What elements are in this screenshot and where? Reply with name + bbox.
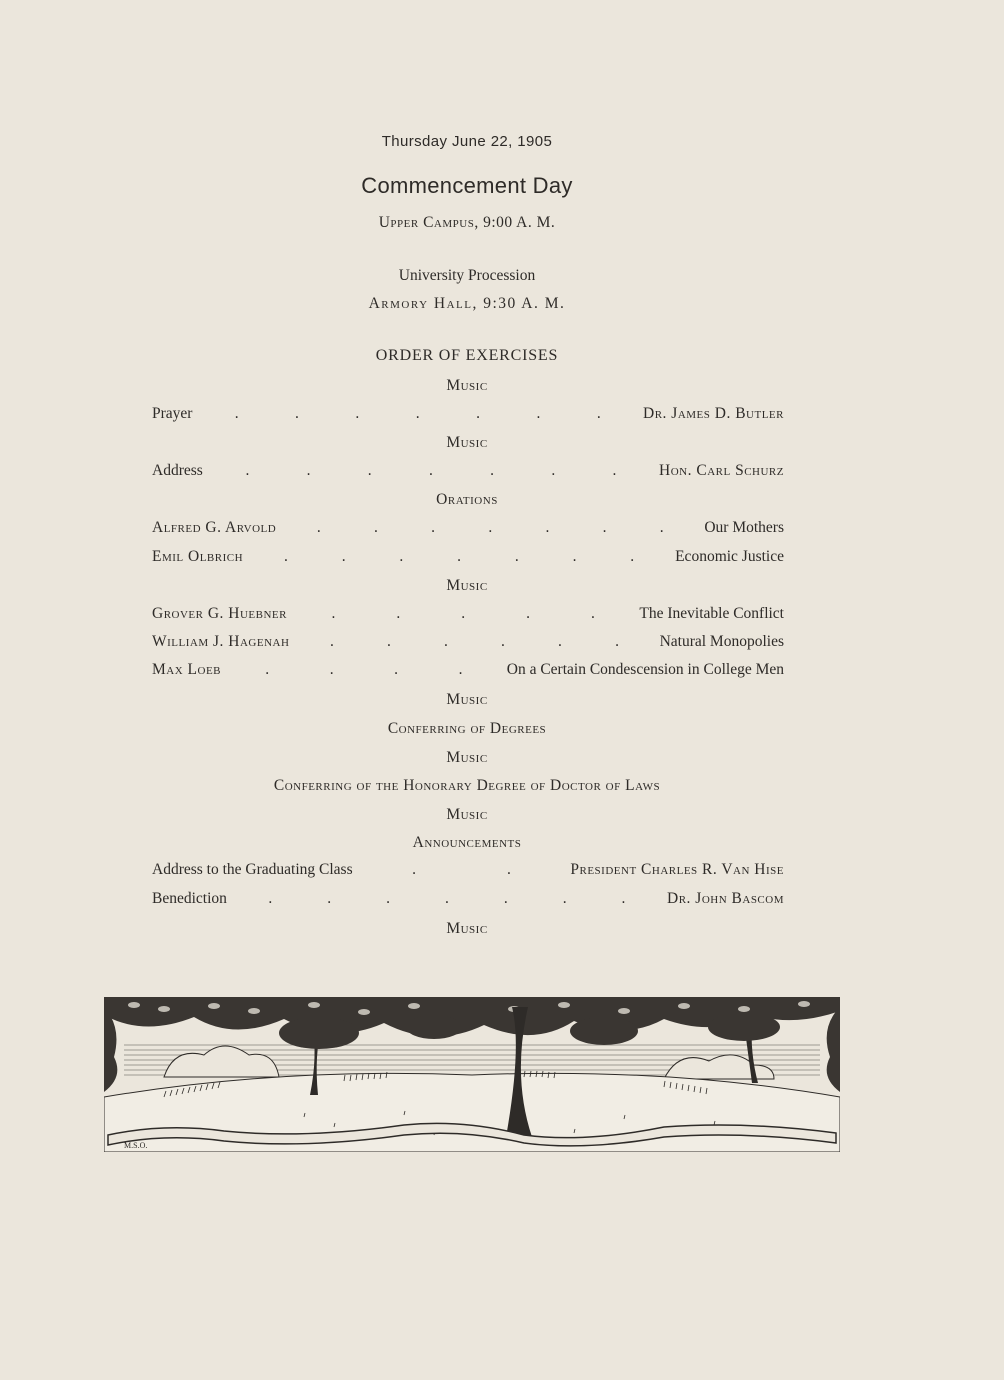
leader-dots: . . . . . . xyxy=(329,633,619,650)
oration-title: On a Certain Condescension in College Men xyxy=(506,661,784,678)
oration-speaker: Alfred G. Arvold xyxy=(152,519,277,536)
program-row-label: Address to the Graduating Class xyxy=(152,861,353,878)
oration-speaker: Max Loeb xyxy=(152,661,222,678)
leader-dots: . . . . . . . xyxy=(245,462,617,479)
program-row-benediction xyxy=(152,890,784,912)
oration-title: Our Mothers xyxy=(704,519,784,536)
monogram-text: M.S.O. xyxy=(124,1141,148,1150)
leader-dots: . . . . . . . xyxy=(268,890,626,907)
program-row-label: Prayer xyxy=(152,405,193,422)
orations-heading: Orations xyxy=(436,491,498,508)
program-row-person: Dr. James D. Butler xyxy=(643,405,784,422)
music-item: Music xyxy=(446,377,488,394)
oration-row xyxy=(152,548,784,570)
oration-row xyxy=(152,661,784,683)
program-row-person: Dr. John Bascom xyxy=(667,890,784,907)
oration-row xyxy=(152,519,784,541)
program-row-address xyxy=(152,462,784,484)
conferring-degrees: Conferring of Degrees xyxy=(387,720,547,737)
leader-dots: . . . . . . . xyxy=(234,405,601,422)
music-item: Music xyxy=(446,920,488,937)
procession-location-line: Armory Hall, 9:30 A. M. xyxy=(368,295,566,312)
program-row-label: Address xyxy=(152,462,203,479)
program-row-person: Hon. Carl Schurz xyxy=(659,462,784,479)
oration-title: Natural Monopolies xyxy=(659,633,784,650)
page-title: Commencement Day xyxy=(361,173,573,198)
leader-dots: . . . . . . . xyxy=(283,548,635,565)
music-item: Music xyxy=(446,749,488,766)
program-row-prayer xyxy=(152,405,784,427)
oration-row xyxy=(152,605,784,627)
oration-row xyxy=(152,633,784,655)
oration-title: Economic Justice xyxy=(675,548,784,565)
honorary-degree: Conferring of the Honorary Degree of Doctor of Laws xyxy=(273,777,661,794)
program-row-label: Benediction xyxy=(152,890,227,907)
leader-dots: . . . . . xyxy=(331,605,595,622)
program-row-graduating-address xyxy=(152,861,784,883)
event-date: Thursday June 22, 1905 xyxy=(381,133,553,150)
leader-dots: . . . . . . . xyxy=(316,519,664,536)
order-heading: ORDER OF EXERCISES xyxy=(375,347,559,364)
music-item: Music xyxy=(446,806,488,823)
procession-line: University Procession xyxy=(398,267,536,284)
program-row-person: President Charles R. Van Hise xyxy=(570,861,784,878)
oration-speaker: William J. Hagenah xyxy=(152,633,290,650)
oration-speaker: Emil Olbrich xyxy=(152,548,244,565)
oration-speaker: Grover G. Huebner xyxy=(152,605,287,622)
oration-title: The Inevitable Conflict xyxy=(639,605,784,622)
leader-dots: . . . . xyxy=(265,661,463,678)
music-item: Music xyxy=(446,434,488,451)
announcements: Announcements xyxy=(412,834,522,851)
location-line: Upper Campus, 9:00 A. M. xyxy=(378,214,556,231)
woodcut-landscape-illustration xyxy=(104,997,840,1152)
music-item: Music xyxy=(446,577,488,594)
leader-dots: . . xyxy=(412,861,511,878)
music-item: Music xyxy=(446,691,488,708)
